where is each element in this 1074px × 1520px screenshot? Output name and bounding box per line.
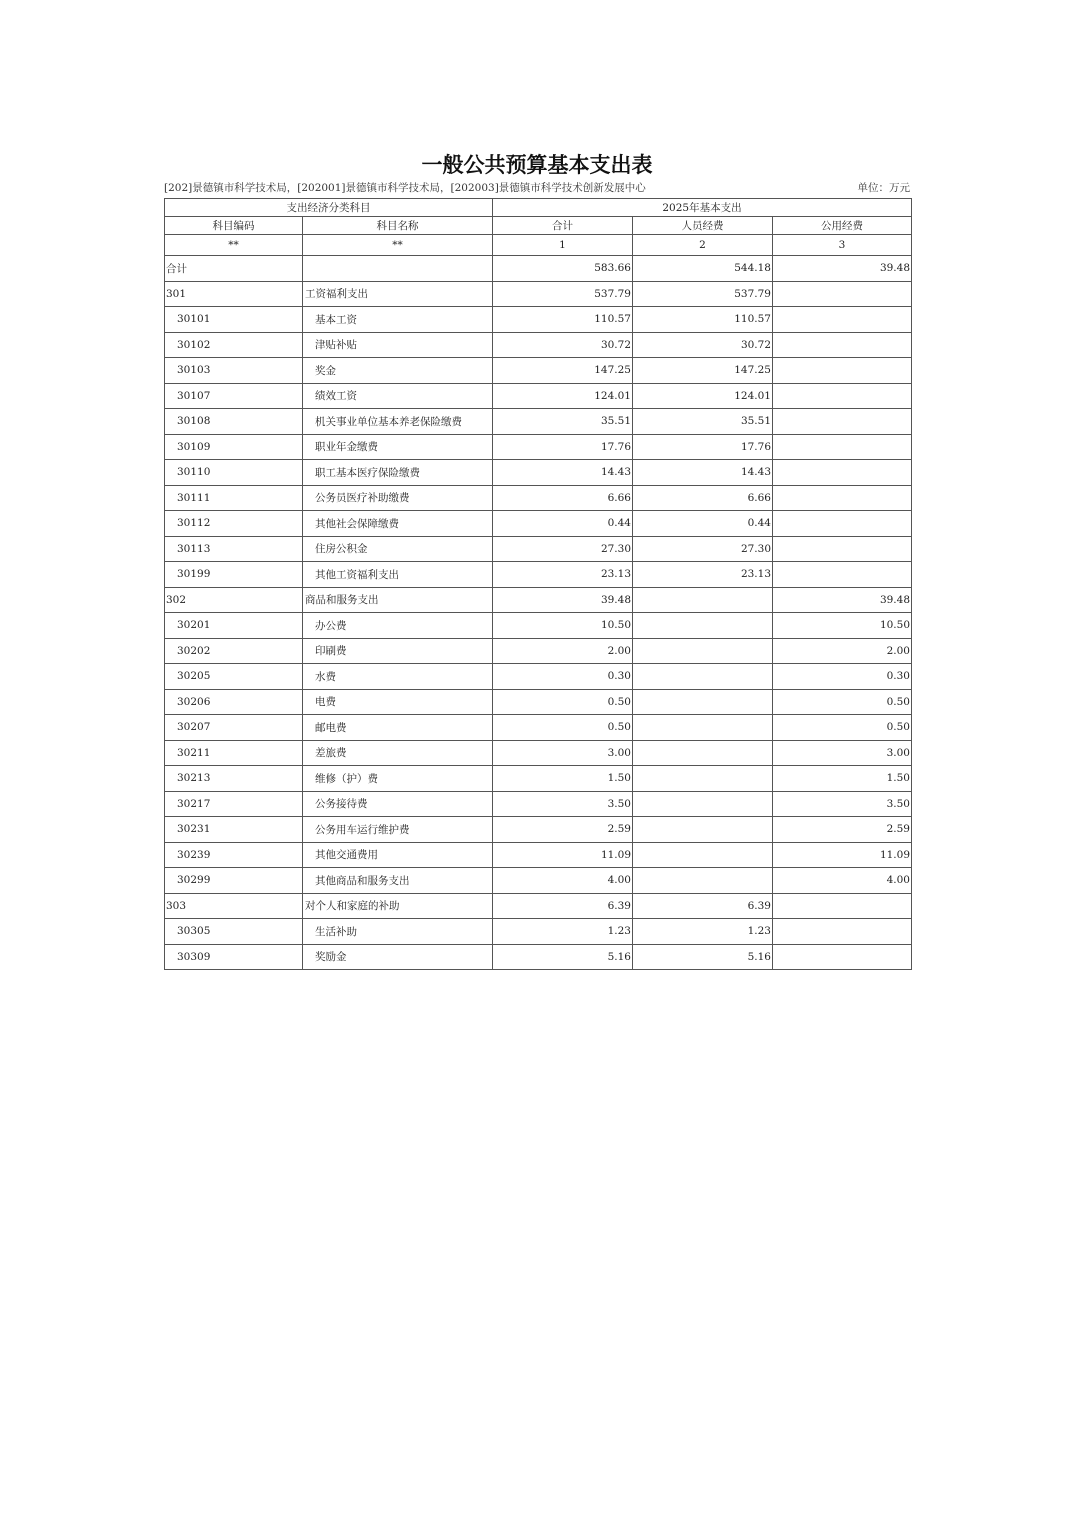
cell-personnel xyxy=(633,587,773,613)
table-row xyxy=(165,740,912,766)
cell-code: 30309 xyxy=(165,944,303,970)
table-row xyxy=(165,587,912,613)
cell-personnel: 30.72 xyxy=(633,332,773,358)
cell-code: 30110 xyxy=(165,460,303,486)
cell-name: 住房公积金 xyxy=(303,536,493,562)
cell-code: 30113 xyxy=(165,536,303,562)
cell-total: 6.39 xyxy=(493,893,633,919)
cell-public: 2.59 xyxy=(773,817,912,843)
table-row xyxy=(165,868,912,894)
cell-code: 301 xyxy=(165,281,303,307)
cell-total: 537.79 xyxy=(493,281,633,307)
cell-name: 公务用车运行维护费 xyxy=(303,817,493,843)
header-code: 科目编码 xyxy=(165,217,303,235)
table-row xyxy=(165,536,912,562)
budget-table xyxy=(164,198,912,970)
table-row xyxy=(165,485,912,511)
cell-personnel xyxy=(633,766,773,792)
cell-name: 差旅费 xyxy=(303,740,493,766)
cell-name: 津贴补贴 xyxy=(303,332,493,358)
header-index-row xyxy=(165,235,912,256)
cell-total: 4.00 xyxy=(493,868,633,894)
cell-code: 30202 xyxy=(165,638,303,664)
cell-personnel xyxy=(633,740,773,766)
cell-code: 30107 xyxy=(165,383,303,409)
cell-code: 30206 xyxy=(165,689,303,715)
report-meta xyxy=(164,180,910,196)
cell-code: 30239 xyxy=(165,842,303,868)
header-public: 公用经费 xyxy=(773,217,912,235)
cell-name: 印刷费 xyxy=(303,638,493,664)
cell-public: 11.09 xyxy=(773,842,912,868)
table-row xyxy=(165,613,912,639)
index-code: ** xyxy=(165,235,303,256)
cell-total: 1.23 xyxy=(493,919,633,945)
cell-code: 30201 xyxy=(165,613,303,639)
cell-public: 39.48 xyxy=(773,256,912,282)
cell-public xyxy=(773,307,912,333)
cell-name: 其他交通费用 xyxy=(303,842,493,868)
cell-personnel xyxy=(633,791,773,817)
index-name: ** xyxy=(303,235,493,256)
table-row xyxy=(165,715,912,741)
cell-public: 0.50 xyxy=(773,689,912,715)
cell-public xyxy=(773,383,912,409)
header-personnel: 人员经费 xyxy=(633,217,773,235)
cell-public: 0.30 xyxy=(773,664,912,690)
cell-personnel: 14.43 xyxy=(633,460,773,486)
table-row xyxy=(165,944,912,970)
cell-total: 147.25 xyxy=(493,358,633,384)
cell-name: 商品和服务支出 xyxy=(303,587,493,613)
cell-public xyxy=(773,536,912,562)
cell-total: 6.66 xyxy=(493,485,633,511)
cell-public: 3.00 xyxy=(773,740,912,766)
cell-name: 基本工资 xyxy=(303,307,493,333)
cell-total: 0.50 xyxy=(493,689,633,715)
cell-personnel: 23.13 xyxy=(633,562,773,588)
cell-name: 邮电费 xyxy=(303,715,493,741)
table-row xyxy=(165,689,912,715)
cell-public: 39.48 xyxy=(773,587,912,613)
cell-code: 30101 xyxy=(165,307,303,333)
header-group-basic-expenditure: 2025年基本支出 xyxy=(493,199,912,217)
table-row xyxy=(165,434,912,460)
cell-total: 14.43 xyxy=(493,460,633,486)
cell-public xyxy=(773,460,912,486)
header-total: 合计 xyxy=(493,217,633,235)
cell-code: 30299 xyxy=(165,868,303,894)
cell-public xyxy=(773,485,912,511)
cell-name: 公务接待费 xyxy=(303,791,493,817)
cell-total: 2.00 xyxy=(493,638,633,664)
cell-personnel: 17.76 xyxy=(633,434,773,460)
cell-name: 其他商品和服务支出 xyxy=(303,868,493,894)
table-row xyxy=(165,791,912,817)
cell-personnel: 35.51 xyxy=(633,409,773,435)
header-group-row xyxy=(165,199,912,217)
cell-public xyxy=(773,562,912,588)
cell-personnel: 6.66 xyxy=(633,485,773,511)
cell-code: 302 xyxy=(165,587,303,613)
table-row xyxy=(165,332,912,358)
cell-personnel: 544.18 xyxy=(633,256,773,282)
cell-total: 3.50 xyxy=(493,791,633,817)
table-row xyxy=(165,281,912,307)
cell-total: 30.72 xyxy=(493,332,633,358)
header-column-row xyxy=(165,217,912,235)
cell-total: 583.66 xyxy=(493,256,633,282)
cell-code: 30305 xyxy=(165,919,303,945)
cell-public: 2.00 xyxy=(773,638,912,664)
cell-personnel xyxy=(633,715,773,741)
cell-public xyxy=(773,919,912,945)
cell-total: 23.13 xyxy=(493,562,633,588)
cell-code: 30213 xyxy=(165,766,303,792)
table-row xyxy=(165,817,912,843)
cell-code: 30199 xyxy=(165,562,303,588)
cell-total: 0.30 xyxy=(493,664,633,690)
cell-public xyxy=(773,332,912,358)
cell-public: 10.50 xyxy=(773,613,912,639)
cell-code: 30231 xyxy=(165,817,303,843)
cell-public: 3.50 xyxy=(773,791,912,817)
table-row xyxy=(165,409,912,435)
cell-public xyxy=(773,281,912,307)
cell-personnel xyxy=(633,868,773,894)
cell-name: 其他社会保障缴费 xyxy=(303,511,493,537)
page-title: 一般公共预算基本支出表 xyxy=(421,152,653,177)
organization-line: [202]景德镇市科学技术局，[202001]景德镇市科学技术局，[202003]景德镇市科学技术创新发展中心 xyxy=(164,182,646,194)
cell-name: 奖金 xyxy=(303,358,493,384)
cell-personnel xyxy=(633,842,773,868)
cell-personnel: 537.79 xyxy=(633,281,773,307)
header-group-classification: 支出经济分类科目 xyxy=(165,199,493,217)
cell-total: 3.00 xyxy=(493,740,633,766)
table-row xyxy=(165,893,912,919)
table-row xyxy=(165,383,912,409)
cell-public xyxy=(773,511,912,537)
table-row xyxy=(165,511,912,537)
table-row xyxy=(165,358,912,384)
cell-name: 工资福利支出 xyxy=(303,281,493,307)
cell-code: 30205 xyxy=(165,664,303,690)
table-row xyxy=(165,256,912,282)
cell-personnel: 110.57 xyxy=(633,307,773,333)
cell-code: 30207 xyxy=(165,715,303,741)
cell-personnel xyxy=(633,664,773,690)
cell-total: 0.50 xyxy=(493,715,633,741)
cell-personnel xyxy=(633,638,773,664)
index-total: 1 xyxy=(493,235,633,256)
cell-total: 110.57 xyxy=(493,307,633,333)
cell-total: 11.09 xyxy=(493,842,633,868)
cell-code: 合计 xyxy=(165,256,303,282)
cell-total: 10.50 xyxy=(493,613,633,639)
cell-name: 职业年金缴费 xyxy=(303,434,493,460)
cell-public xyxy=(773,944,912,970)
cell-public xyxy=(773,358,912,384)
cell-name: 其他工资福利支出 xyxy=(303,562,493,588)
cell-name: 维修（护）费 xyxy=(303,766,493,792)
cell-total: 39.48 xyxy=(493,587,633,613)
cell-public xyxy=(773,409,912,435)
cell-personnel xyxy=(633,613,773,639)
table-row xyxy=(165,638,912,664)
cell-total: 2.59 xyxy=(493,817,633,843)
cell-code: 30211 xyxy=(165,740,303,766)
cell-personnel: 147.25 xyxy=(633,358,773,384)
cell-name: 办公费 xyxy=(303,613,493,639)
table-row xyxy=(165,562,912,588)
table-row xyxy=(165,664,912,690)
cell-total: 5.16 xyxy=(493,944,633,970)
cell-name: 机关事业单位基本养老保险缴费 xyxy=(303,409,493,435)
cell-name: 生活补助 xyxy=(303,919,493,945)
cell-total: 124.01 xyxy=(493,383,633,409)
table-row xyxy=(165,919,912,945)
cell-code: 30111 xyxy=(165,485,303,511)
unit-label: 单位：万元 xyxy=(857,182,910,194)
cell-name: 电费 xyxy=(303,689,493,715)
cell-public: 1.50 xyxy=(773,766,912,792)
cell-personnel xyxy=(633,817,773,843)
cell-code: 303 xyxy=(165,893,303,919)
table-row xyxy=(165,842,912,868)
cell-total: 1.50 xyxy=(493,766,633,792)
cell-code: 30112 xyxy=(165,511,303,537)
cell-personnel: 1.23 xyxy=(633,919,773,945)
cell-total: 27.30 xyxy=(493,536,633,562)
table-row xyxy=(165,766,912,792)
index-public: 3 xyxy=(773,235,912,256)
index-personnel: 2 xyxy=(633,235,773,256)
cell-name: 绩效工资 xyxy=(303,383,493,409)
cell-name xyxy=(303,256,493,282)
table-row xyxy=(165,460,912,486)
cell-personnel: 27.30 xyxy=(633,536,773,562)
cell-name: 奖励金 xyxy=(303,944,493,970)
cell-public xyxy=(773,434,912,460)
cell-public: 4.00 xyxy=(773,868,912,894)
cell-public: 0.50 xyxy=(773,715,912,741)
table-row xyxy=(165,307,912,333)
cell-code: 30103 xyxy=(165,358,303,384)
cell-personnel: 124.01 xyxy=(633,383,773,409)
cell-name: 对个人和家庭的补助 xyxy=(303,893,493,919)
cell-personnel: 6.39 xyxy=(633,893,773,919)
cell-code: 30109 xyxy=(165,434,303,460)
cell-public xyxy=(773,893,912,919)
cell-name: 公务员医疗补助缴费 xyxy=(303,485,493,511)
cell-total: 17.76 xyxy=(493,434,633,460)
cell-name: 水费 xyxy=(303,664,493,690)
cell-total: 0.44 xyxy=(493,511,633,537)
header-name: 科目名称 xyxy=(303,217,493,235)
cell-personnel: 0.44 xyxy=(633,511,773,537)
cell-code: 30217 xyxy=(165,791,303,817)
cell-personnel xyxy=(633,689,773,715)
cell-personnel: 5.16 xyxy=(633,944,773,970)
cell-code: 30108 xyxy=(165,409,303,435)
cell-code: 30102 xyxy=(165,332,303,358)
cell-name: 职工基本医疗保险缴费 xyxy=(303,460,493,486)
cell-total: 35.51 xyxy=(493,409,633,435)
